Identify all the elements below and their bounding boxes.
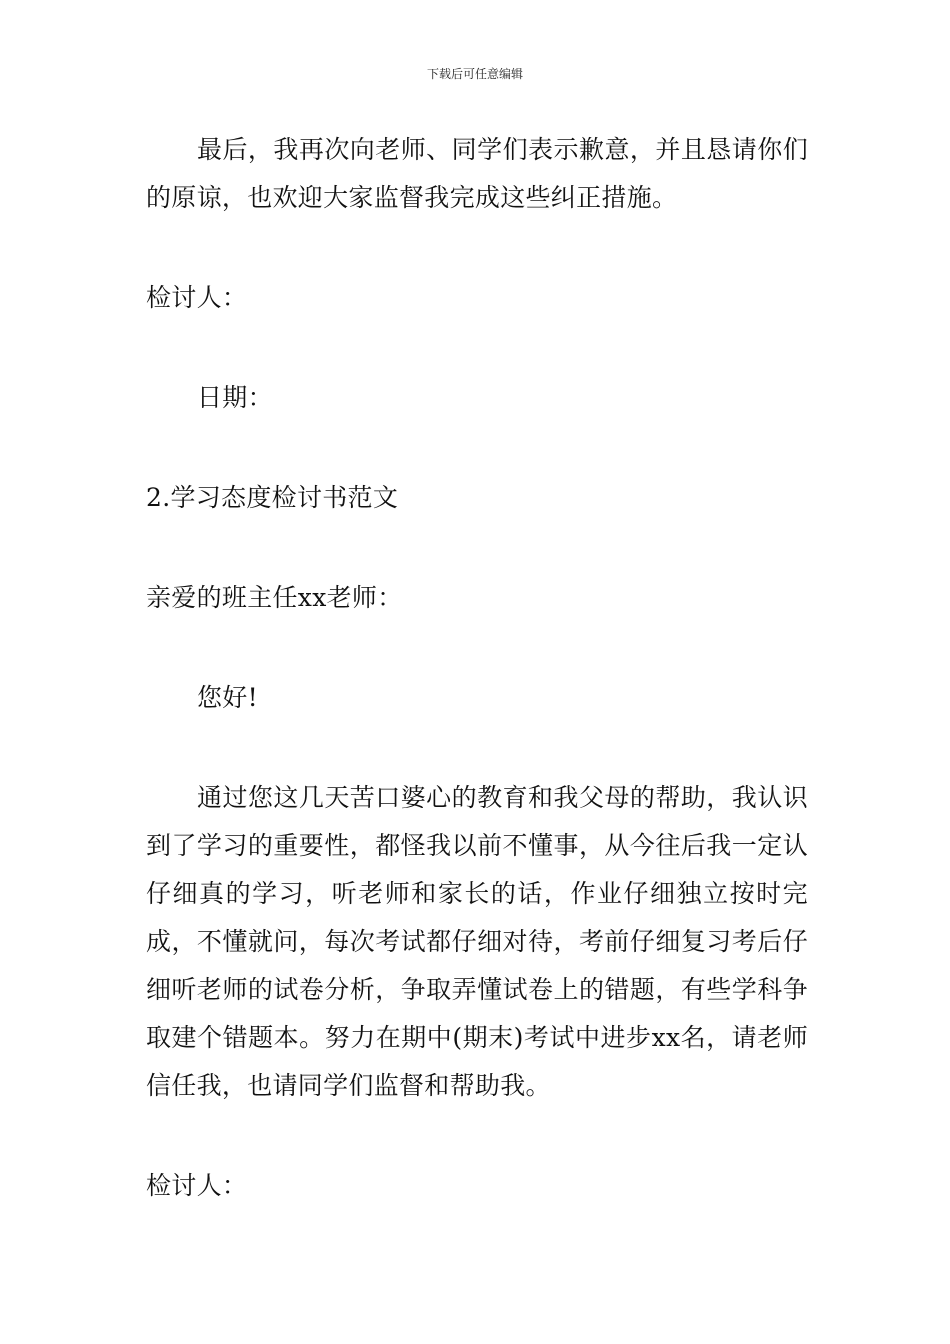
header-note: 下载后可任意编辑 [426,67,523,81]
document-body [146,126,808,1210]
closing-apology-paragraph: 最后，我再次向老师、同学们表示歉意，并且恳请你们的原谅，也欢迎大家监督我完成这些纠正措施。 [146,135,808,212]
greeting: 您好! [197,683,258,712]
section-heading: 2.学习态度检讨书范文 [146,483,399,512]
salutation: 亲爱的班主任xx老师： [146,583,403,612]
signature-label-2: 检讨人： [146,1171,248,1200]
main-paragraph: 通过您这几天苦口婆心的教育和我父母的帮助，我认识到了学习的重要性，都怪我以前不懂事，从今往后我一定认仔细真的学习，听老师和家长的话，作业仔细独立按时完成，不懂就问，每次考试都仔细对待，考前仔细复习考后仔细听老师的试卷分析，争取弄懂试卷上的错题，有些学科争取建个错题本。努力在期中(期末)考试中进步xx名，请老师信任我，也请同学们监督和帮助我。 [146,783,808,1100]
signature-label: 检讨人： [146,283,248,312]
date-label: 日期： [197,383,273,412]
